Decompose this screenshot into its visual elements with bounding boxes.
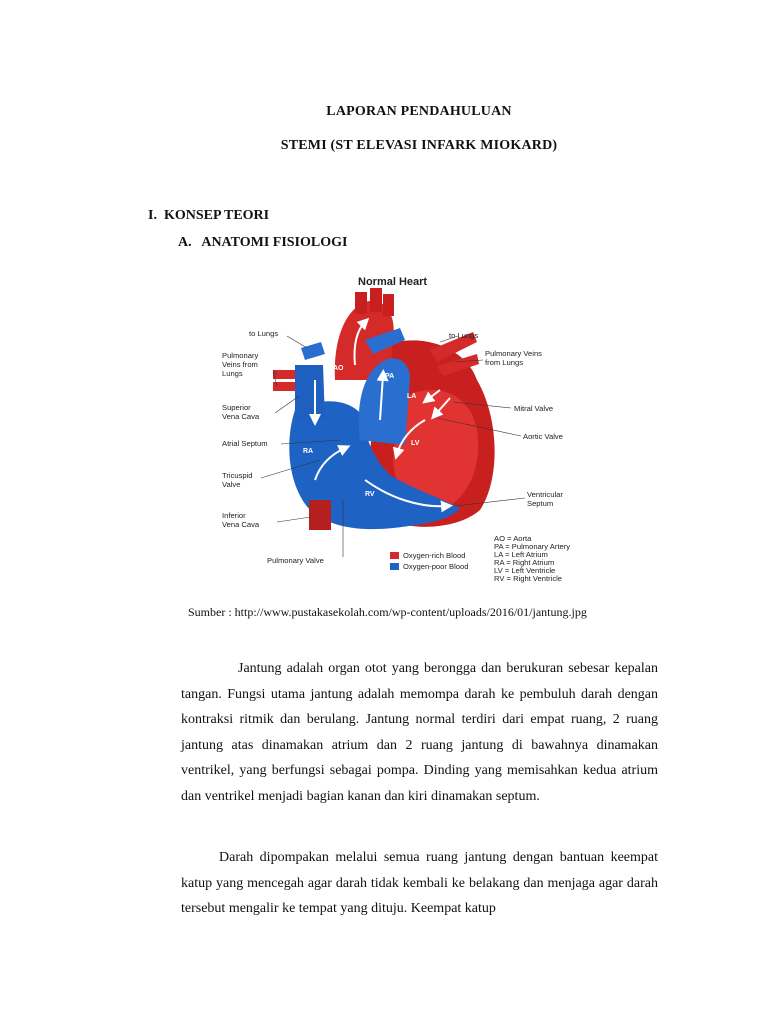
abbr-ra: RA = Right Atrium [494, 558, 555, 567]
heart-diagram [215, 270, 580, 588]
paragraph-1: Jantung adalah organ otot yang berongga dan berukuran sebesar kepalan tangan. Fungsi utama jantung adalah memompa darah ke pembuluh darah dengan kontraksi ritmik dan berulang. Jantung normal terdiri dari empat ruang, 2 ruang jantung atas dinamakan atrium dan 2 ruang jantung di bawahnya dinamakan ventrikel, yang berfungsi sebagai pompa. Dinding yang memisahkan kedua atrium dan ventrikel menjadi bagian kanan dan kiri dinamakan septum. [181, 661, 658, 804]
figure-title: Normal Heart [358, 276, 428, 288]
label-lv: LV [411, 440, 420, 447]
label-ivc-2: Vena Cava [222, 520, 260, 529]
legend-swatch-oxygen-poor [390, 563, 399, 570]
label-pa: PA [385, 373, 395, 380]
label-aortic-valve: Aortic Valve [523, 432, 563, 441]
label-ao: AO [333, 365, 344, 372]
document-subtitle: STEMI (ST ELEVASI INFARK MIOKARD) [280, 138, 558, 153]
superior-vena-cava [295, 365, 325, 420]
subsection-heading: A. ANATOMI FISIOLOGI [178, 235, 348, 250]
label-tricuspid-2: Valve [222, 480, 241, 489]
label-ventricular-septum-1: Ventricular [527, 490, 563, 499]
label-mitral-valve: Mitral Valve [514, 404, 554, 413]
label-rv: RV [365, 491, 375, 498]
label-ivc-1: Inferior [222, 511, 246, 520]
label-tricuspid-1: Tricuspid [222, 471, 253, 480]
label-svc-1: Superior [222, 403, 251, 412]
abbr-la: LA = Left Atrium [494, 550, 548, 559]
abbr-lv: LV = Left Ventricle [494, 566, 556, 575]
label-pulmonary-veins-left-2: Veins from [222, 360, 258, 369]
section-heading: I. KONSEP TEORI [148, 208, 270, 223]
inferior-vena-cava [309, 500, 331, 530]
image-source-caption: Sumber : http://www.pustakasekolah.com/wp-content/uploads/2016/01/jantung.jpg [188, 605, 587, 619]
label-atrial-septum: Atrial Septum [222, 439, 268, 448]
label-pulmonary-valve: Pulmonary Valve [267, 556, 324, 565]
label-pulmonary-veins-right-1: Pulmonary Veins [485, 349, 542, 358]
document-title: LAPORAN PENDAHULUAN [326, 104, 512, 119]
paragraph-2: Darah dipompakan melalui semua ruang jantung dengan bantuan keempat katup yang mencegah agar darah tidak kembali ke belakang dan menjaga agar darah tersebut mengalir ke tempat yang dituju. Keempat katup [181, 850, 658, 917]
label-to-lungs-right: to Lungs [449, 331, 479, 340]
label-svc-2: Vena Cava [222, 412, 260, 421]
label-la: LA [407, 393, 417, 400]
legend-oxygen-rich: Oxygen-rich Blood [403, 551, 466, 560]
abbr-rv: RV = Right Ventricle [494, 574, 563, 583]
abbreviation-key [494, 534, 570, 583]
abbr-ao: AO = Aorta [494, 534, 532, 543]
legend-swatch-oxygen-rich [390, 552, 399, 559]
label-pulmonary-veins-left-1: Pulmonary [222, 351, 259, 360]
label-ra: RA [303, 448, 314, 455]
label-pulmonary-veins-left-3: Lungs [222, 369, 243, 378]
label-ventricular-septum-2: Septum [527, 499, 554, 508]
legend-oxygen-poor: Oxygen-poor Blood [403, 562, 469, 571]
abbr-pa: PA = Pulmonary Artery [494, 542, 571, 551]
label-pulmonary-veins-right-2: from Lungs [485, 358, 523, 367]
label-to-lungs-left: to Lungs [249, 329, 279, 338]
